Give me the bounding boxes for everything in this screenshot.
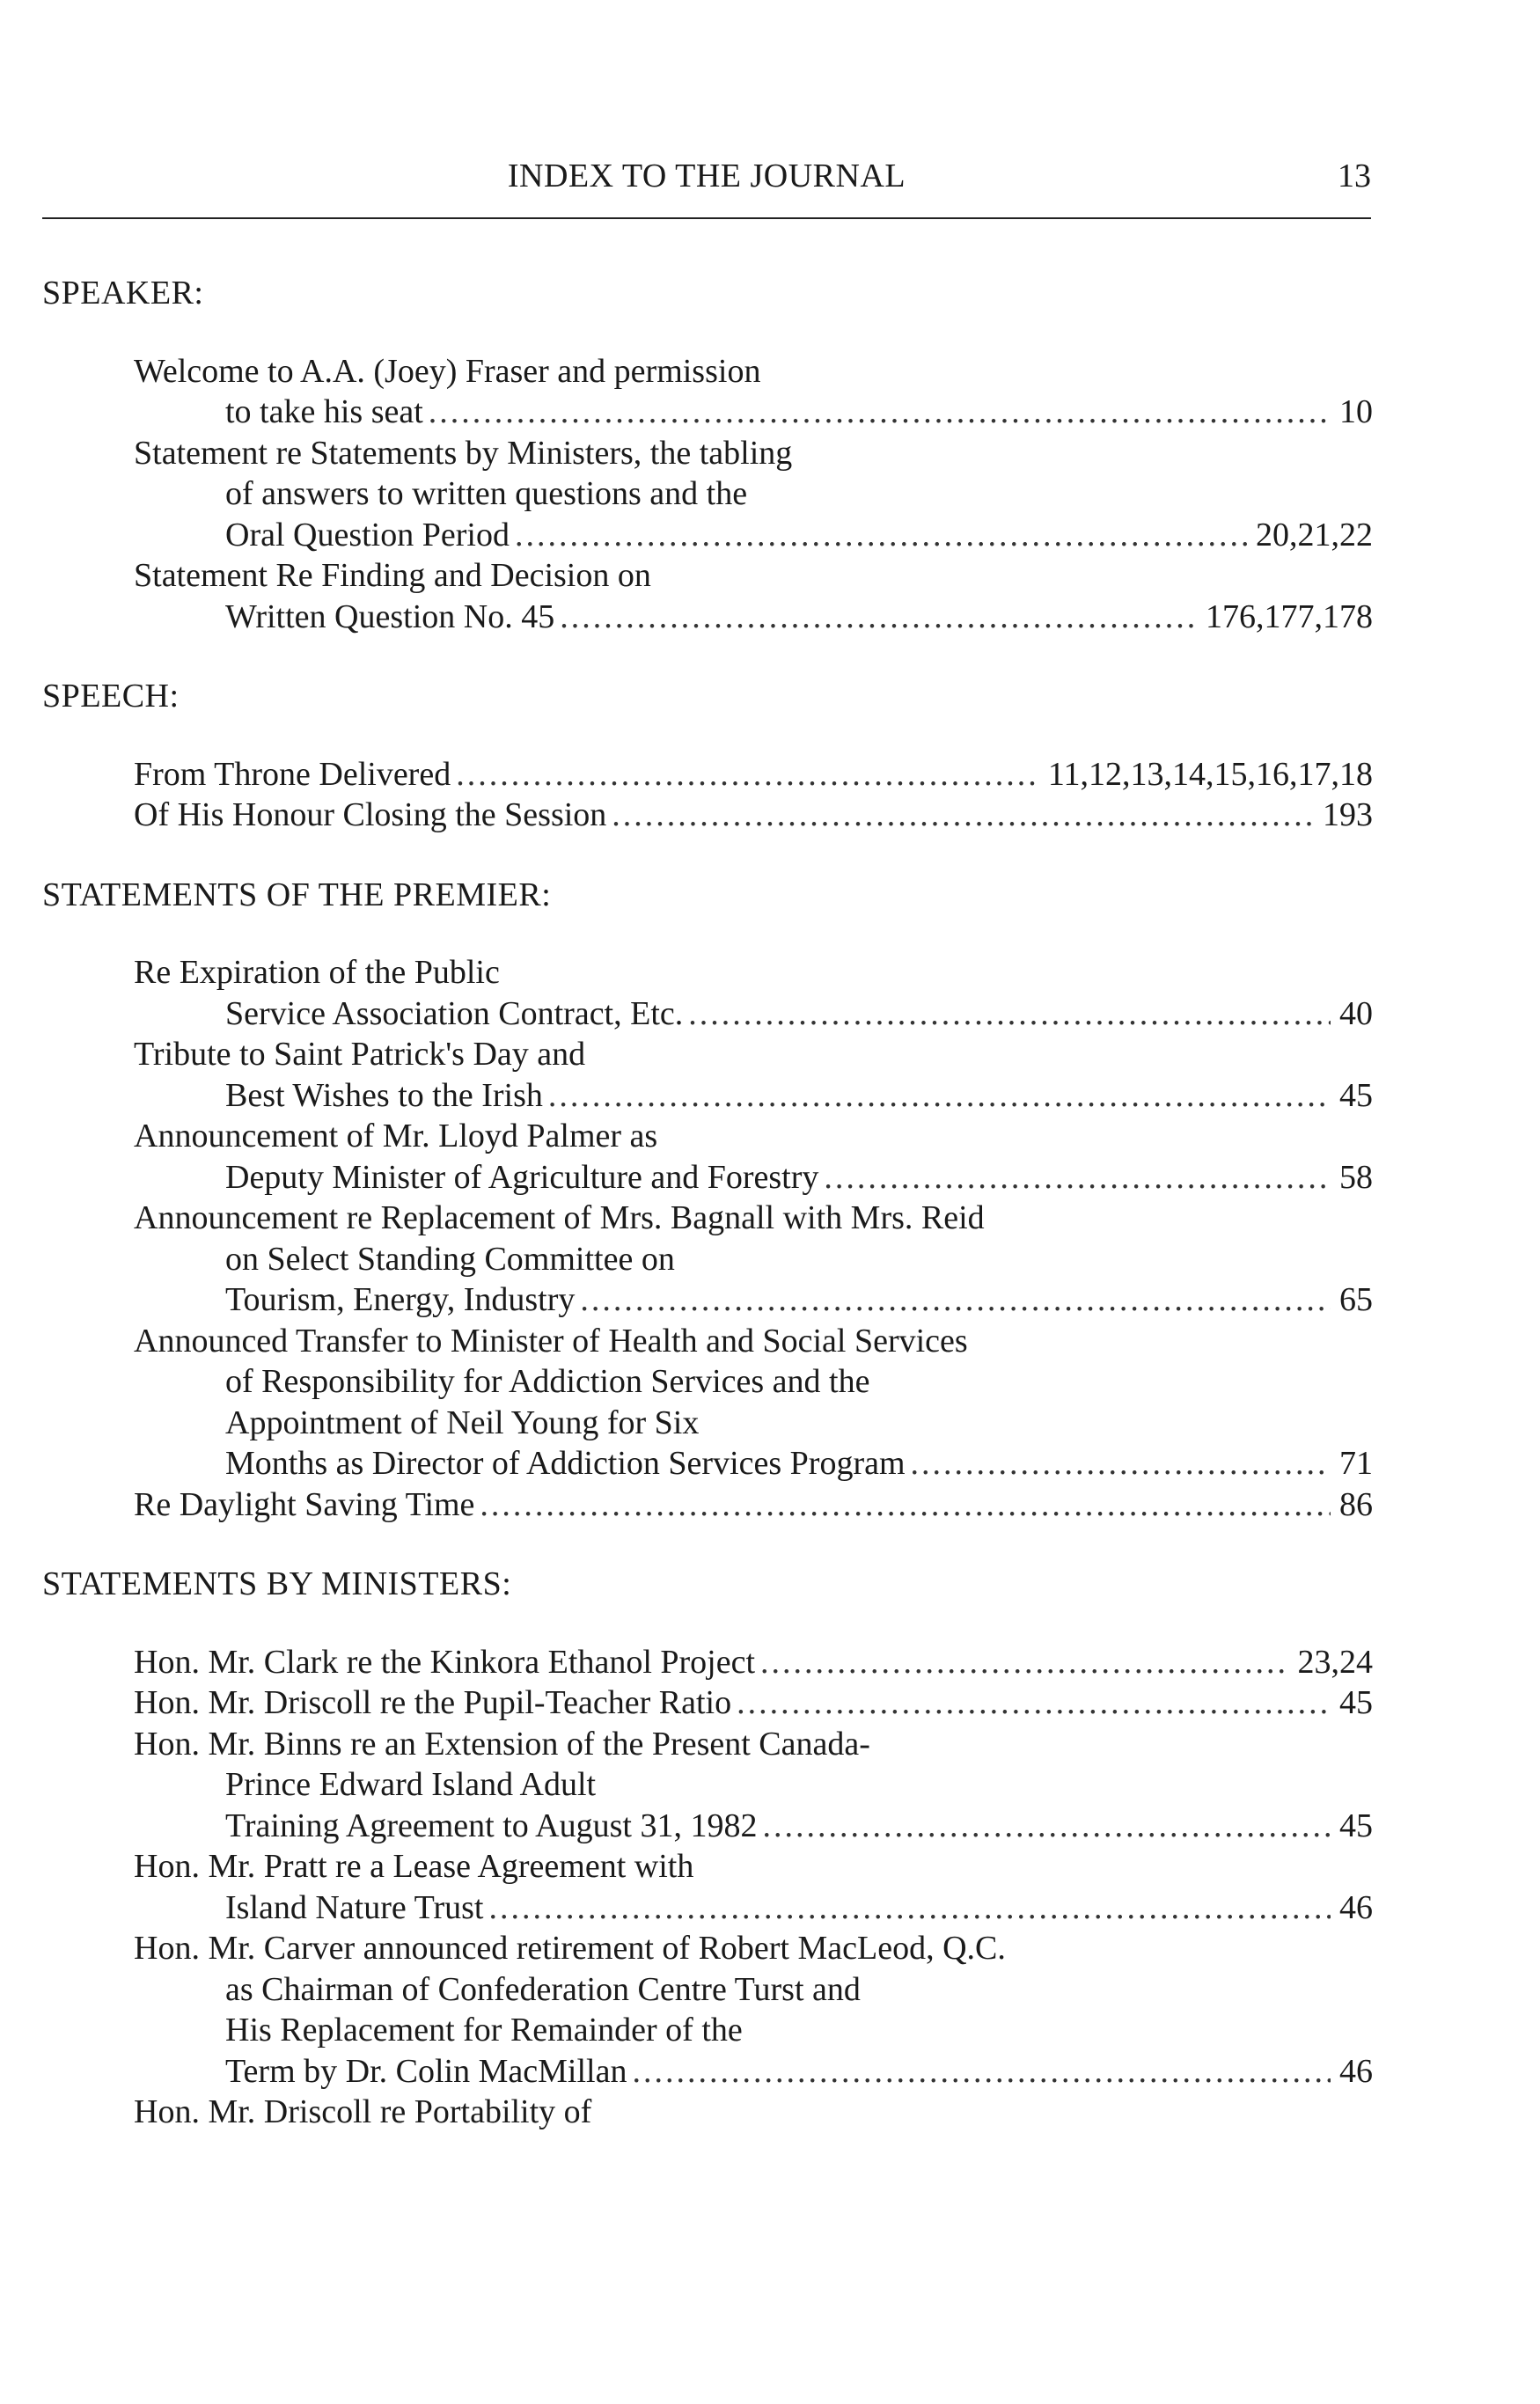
entry-line: Statement Re Finding and Decision on — [134, 557, 651, 594]
entry-last-line — [134, 1806, 1373, 1847]
entry-text: Term by Dr. Colin MacMillan — [225, 2052, 627, 2090]
index-entry — [134, 433, 1373, 556]
page-header — [42, 157, 1371, 209]
page-reference: 46 — [1339, 1888, 1373, 1926]
entry-line: Announcement of Mr. Lloyd Palmer as — [134, 1118, 658, 1154]
dot-leader — [632, 2051, 1331, 2093]
page-title: INDEX TO THE JOURNAL — [507, 158, 906, 194]
index-entry — [134, 1321, 1373, 1484]
dot-leader — [515, 515, 1247, 556]
page-reference: 86 — [1339, 1485, 1373, 1523]
page-reference: 46 — [1339, 2052, 1373, 2090]
entry-line: Prince Edward Island Adult — [225, 1766, 597, 1803]
entry-text: From Throne Delivered — [134, 755, 451, 793]
section-heading: SPEECH: — [42, 678, 180, 715]
entry-line: Announced Transfer to Minister of Health and Social Services — [134, 1322, 968, 1360]
entry-last-line — [134, 392, 1373, 433]
entry-line: of answers to written questions and the — [225, 475, 748, 512]
entry-line: on Select Standing Committee on — [225, 1240, 675, 1278]
entry-last-line — [134, 515, 1373, 556]
index-entry — [134, 1116, 1373, 1198]
entry-last-line — [134, 1484, 1373, 1526]
dot-leader — [480, 1484, 1331, 1526]
page-reference: 193 — [1323, 796, 1373, 833]
index-entry — [134, 1034, 1373, 1116]
entry-line: Welcome to A.A. (Joey) Fraser and permission — [134, 352, 761, 390]
section-entries — [42, 1642, 1373, 2133]
index-entry — [134, 1682, 1373, 1724]
index-entry — [134, 2092, 1373, 2133]
index-entry — [134, 1484, 1373, 1526]
dot-leader — [560, 597, 1197, 638]
index-content — [42, 273, 1373, 2172]
page-reference: 10 — [1339, 393, 1373, 430]
page-reference: 176,177,178 — [1206, 597, 1373, 635]
entry-text: Re Daylight Saving Time — [134, 1485, 475, 1523]
entry-last-line — [134, 1642, 1373, 1683]
entry-last-line — [134, 754, 1373, 795]
page-number: 13 — [1338, 158, 1371, 194]
index-entry — [134, 1642, 1373, 1683]
dot-leader — [760, 1642, 1288, 1683]
entry-last-line — [134, 1279, 1373, 1321]
entry-last-line — [134, 1443, 1373, 1484]
index-entry — [134, 952, 1373, 1034]
index-entry — [134, 351, 1373, 433]
entry-text: Deputy Minister of Agriculture and Forestry — [225, 1158, 819, 1196]
page-reference: 58 — [1339, 1158, 1373, 1196]
entry-line: Announcement re Replacement of Mrs. Bagnall with Mrs. Reid — [134, 1199, 985, 1236]
page-reference: 23,24 — [1297, 1643, 1373, 1681]
entry-text: Written Question No. 45 — [225, 597, 555, 635]
entry-last-line — [134, 795, 1373, 836]
entry-line: as Chairman of Confederation Centre Turst and — [225, 1970, 861, 2008]
page-reference: 71 — [1339, 1445, 1373, 1482]
page-reference: 65 — [1339, 1281, 1373, 1318]
entry-text: Island Nature Trust — [225, 1888, 484, 1926]
section-entries — [42, 351, 1373, 638]
header-divider — [42, 217, 1371, 219]
section-heading: STATEMENTS OF THE PREMIER: — [42, 876, 552, 913]
index-entry — [134, 795, 1373, 836]
entry-text: Hon. Mr. Clark re the Kinkora Ethanol Project — [134, 1643, 756, 1681]
entry-text: Training Agreement to August 31, 1982 — [225, 1807, 758, 1844]
index-entry — [134, 1928, 1373, 2092]
entry-line: Hon. Mr. Driscoll re Portability of — [134, 2093, 592, 2130]
entry-last-line — [134, 993, 1373, 1035]
entry-text: Best Wishes to the Irish — [225, 1076, 543, 1114]
section-heading: SPEAKER: — [42, 275, 204, 311]
index-entry — [134, 1724, 1373, 1847]
dot-leader — [824, 1157, 1331, 1198]
dot-leader — [456, 754, 1039, 795]
page-reference: 40 — [1339, 994, 1373, 1032]
entry-last-line — [134, 597, 1373, 638]
dot-leader — [911, 1443, 1331, 1484]
dot-leader — [429, 392, 1331, 433]
entry-line: Hon. Mr. Carver announced retirement of Robert MacLeod, Q.C. — [134, 1930, 1006, 1967]
entry-line: Tribute to Saint Patrick's Day and — [134, 1036, 586, 1073]
dot-leader — [737, 1682, 1331, 1724]
entry-last-line — [134, 1887, 1373, 1929]
entry-line: Re Expiration of the Public — [134, 954, 500, 991]
index-entry — [134, 555, 1373, 637]
entry-line: Statement re Statements by Ministers, the tabling — [134, 434, 793, 472]
index-entry — [134, 754, 1373, 795]
entry-text: Tourism, Energy, Industry — [225, 1281, 576, 1318]
dot-leader — [612, 795, 1314, 836]
section-entries — [42, 952, 1373, 1525]
entry-line: Appointment of Neil Young for Six — [225, 1404, 700, 1441]
section-entries — [42, 754, 1373, 836]
page-reference: 20,21,22 — [1256, 516, 1373, 553]
index-entry — [134, 1198, 1373, 1321]
entry-last-line — [134, 1682, 1373, 1724]
dot-leader — [580, 1279, 1331, 1321]
page-reference: 45 — [1339, 1076, 1373, 1114]
entry-last-line — [134, 1075, 1373, 1117]
dot-leader — [762, 1806, 1331, 1847]
entry-text: Oral Question Period — [225, 516, 510, 553]
entry-text: Of His Honour Closing the Session — [134, 796, 607, 833]
entry-last-line — [134, 2051, 1373, 2093]
page-reference: 45 — [1339, 1684, 1373, 1721]
entry-text: Service Association Contract, Etc. — [225, 994, 684, 1032]
index-entry — [134, 1846, 1373, 1928]
dot-leader — [488, 1887, 1331, 1929]
entry-text: to take his seat — [225, 393, 423, 430]
entry-text: Hon. Mr. Driscoll re the Pupil-Teacher Ratio — [134, 1684, 732, 1721]
entry-line: of Responsibility for Addiction Services and the — [225, 1363, 870, 1400]
page-reference: 11,12,13,14,15,16,17,18 — [1047, 755, 1373, 793]
entry-line: Hon. Mr. Binns re an Extension of the Present Canada- — [134, 1725, 870, 1763]
entry-last-line — [134, 1157, 1373, 1198]
page-reference: 45 — [1339, 1807, 1373, 1844]
entry-line: His Replacement for Remainder of the — [225, 2012, 743, 2049]
dot-leader — [548, 1075, 1331, 1117]
dot-leader — [688, 993, 1331, 1035]
section-heading: STATEMENTS BY MINISTERS: — [42, 1565, 512, 1602]
entry-line: Hon. Mr. Pratt re a Lease Agreement with — [134, 1848, 694, 1885]
entry-text: Months as Director of Addiction Services Program — [225, 1445, 906, 1482]
